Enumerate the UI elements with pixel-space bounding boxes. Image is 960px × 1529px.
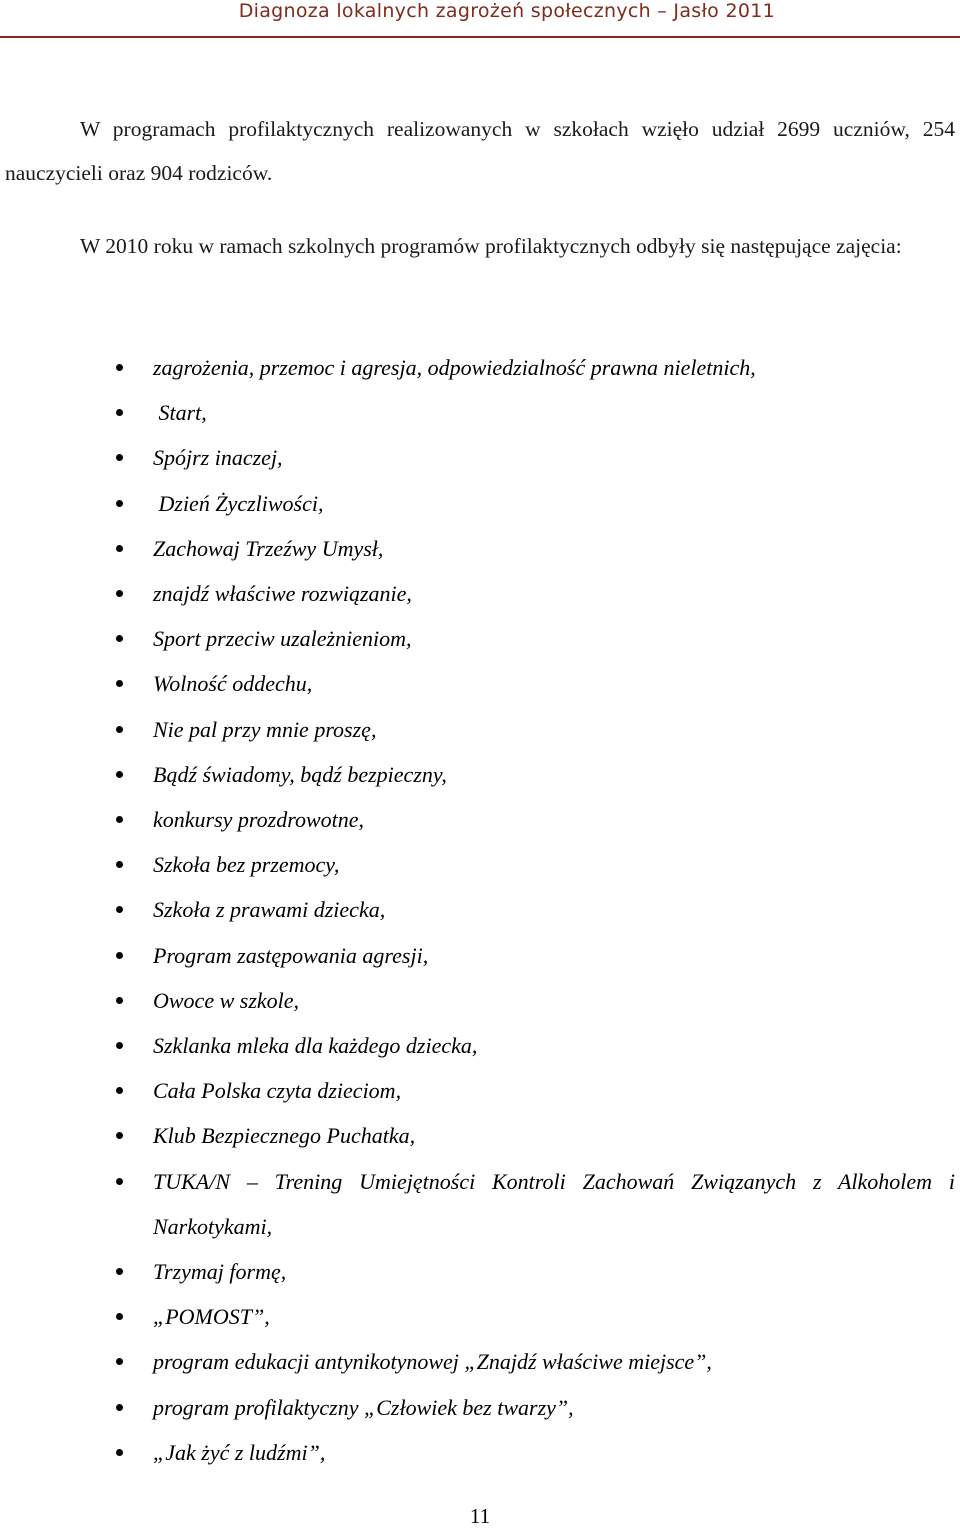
- bullet-icon: [116, 680, 123, 687]
- bullet-icon: [116, 1358, 123, 1365]
- bullet-icon: [116, 771, 123, 778]
- list-item-text: Owoce w szkole,: [153, 987, 300, 1013]
- list-item-text: zagrożenia, przemoc i agresja, odpowiedzialność prawna nieletnich,: [153, 355, 756, 380]
- bullet-icon: [116, 1178, 123, 1185]
- header-divider: [0, 36, 960, 38]
- list-item: [0, 526, 960, 571]
- bullet-icon: [116, 409, 123, 416]
- paragraph-intro-list: [5, 224, 955, 268]
- bullet-icon: [116, 1268, 123, 1275]
- list-item: [0, 435, 960, 480]
- list-item-text: konkursy prozdrowotne,: [153, 807, 365, 833]
- header-title: Diagnoza lokalnych zagrożeń społecznych – Jasło 2011: [238, 0, 775, 22]
- bullet-icon: [116, 454, 123, 461]
- paragraph-intro-list-text: W 2010 roku w ramach szkolnych programów profilaktycznych odbyły się następujące zajęcia:: [80, 234, 902, 258]
- list-item-text: Dzień Życzliwości,: [153, 490, 324, 516]
- list-item-text: TUKA/N – Trening Umiejętności Kontroli Zachowań Związanych z Alkoholem i Narkotykami,: [153, 1168, 955, 1239]
- list-item-text: znajdź właściwe rozwiązanie,: [153, 581, 412, 607]
- list-item-text: Szkoła bez przemocy,: [153, 852, 340, 878]
- list-item: [0, 1339, 960, 1384]
- bullet-icon: [116, 997, 123, 1004]
- list-item: [0, 616, 960, 661]
- list-item: [0, 1023, 960, 1068]
- paragraph-participants-text: W programach profilaktycznych realizowanych w szkołach wzięło udział 2699 uczniów, 254 nauczycieli oraz 904 rodziców.: [5, 117, 955, 185]
- bullet-icon: [116, 952, 123, 959]
- list-item-text: Trzymaj formę,: [153, 1259, 287, 1285]
- list-item-text: Szkoła z prawami dziecka,: [153, 897, 386, 923]
- page-header: [0, 0, 960, 40]
- list-item: [0, 1430, 960, 1475]
- page-number: 11: [469, 1504, 491, 1528]
- list-item: [0, 1068, 960, 1113]
- bullet-icon: [116, 635, 123, 642]
- list-item-text: „Jak żyć z ludźmi”,: [153, 1439, 326, 1465]
- list-item: [0, 978, 960, 1023]
- list-item-text: program edukacji antynikotynowej „Znajdź właściwe miejsce”,: [153, 1349, 712, 1375]
- list-item: [0, 661, 960, 706]
- list-item: [0, 571, 960, 616]
- bullet-icon: [116, 364, 123, 371]
- list-item-text: Program zastępowania agresji,: [153, 942, 429, 968]
- list-item: [0, 1294, 960, 1339]
- list-item: [0, 842, 960, 887]
- bullet-icon: [116, 1404, 123, 1411]
- bullet-icon: [116, 906, 123, 913]
- list-item: [0, 887, 960, 932]
- bullet-icon: [116, 816, 123, 823]
- list-item: [0, 1385, 960, 1430]
- bullet-icon: [116, 590, 123, 597]
- programs-list: [0, 345, 960, 1475]
- list-item-text: Wolność oddechu,: [153, 671, 313, 697]
- list-item-text: Zachowaj Trzeźwy Umysł,: [153, 535, 384, 561]
- bullet-icon: [116, 1042, 123, 1049]
- bullet-icon: [116, 726, 123, 733]
- list-item-text: Bądź świadomy, bądź bezpieczny,: [153, 761, 447, 787]
- bullet-icon: [116, 1087, 123, 1094]
- list-item: [0, 481, 960, 526]
- list-item: [0, 1249, 960, 1294]
- list-item: [0, 390, 960, 435]
- list-item: [0, 707, 960, 752]
- list-item: [0, 752, 960, 797]
- list-item-text: Szklanka mleka dla każdego dziecka,: [153, 1033, 478, 1059]
- bullet-icon: [116, 1132, 123, 1139]
- list-item: [0, 1159, 960, 1249]
- list-item: [0, 1113, 960, 1158]
- list-item-text: Klub Bezpiecznego Puchatka,: [153, 1123, 416, 1149]
- bullet-icon: [116, 545, 123, 552]
- list-item-text: Nie pal przy mnie proszę,: [153, 716, 377, 742]
- list-item-text: Cała Polska czyta dzieciom,: [153, 1078, 402, 1104]
- list-item-text: „POMOST”,: [153, 1304, 270, 1330]
- list-item-text: program profilaktyczny „Człowiek bez twarzy”,: [153, 1394, 574, 1420]
- list-item-text: Sport przeciw uzależnieniom,: [153, 626, 412, 652]
- bullet-icon: [116, 1313, 123, 1320]
- bullet-icon: [116, 1449, 123, 1456]
- bullet-icon: [116, 861, 123, 868]
- list-item-text: Start,: [153, 400, 207, 426]
- paragraph-participants: [5, 107, 955, 195]
- bullet-icon: [116, 500, 123, 507]
- list-item: [0, 797, 960, 842]
- list-item: [0, 345, 960, 390]
- list-item-text: Spójrz inaczej,: [153, 445, 283, 471]
- list-item: [0, 933, 960, 978]
